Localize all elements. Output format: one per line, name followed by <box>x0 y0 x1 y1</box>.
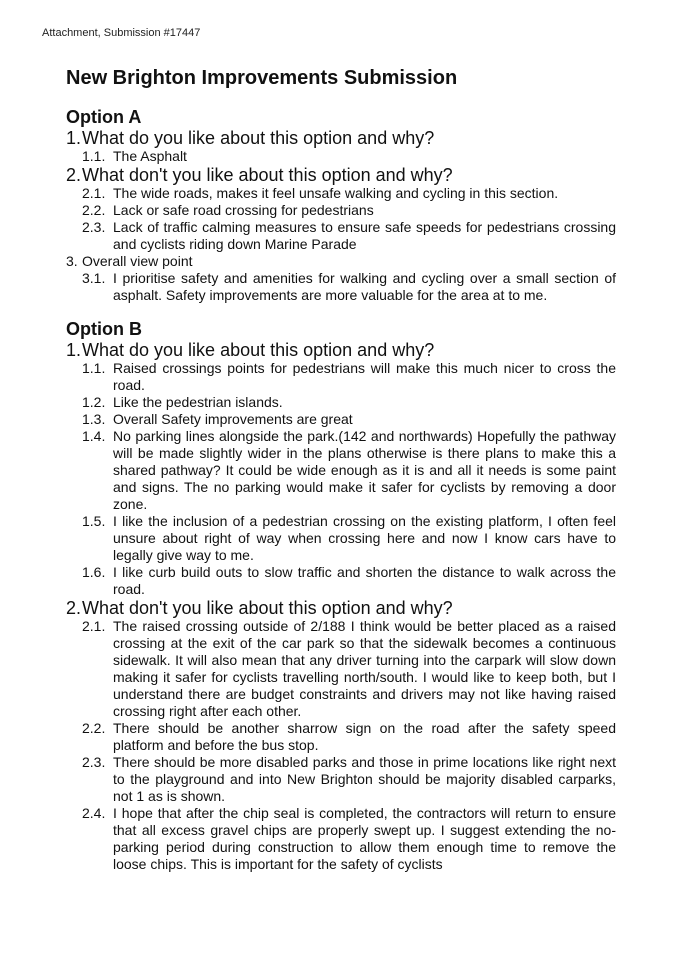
list-item: 2.4. I hope that after the chip seal is completed, the contractors will return to ensure that all excess gravel chips are properly swept up. I suggest extending the no-parking period during construction to allow them enough time to remove the loose chips. This is important for the safety of cyclists <box>82 805 616 872</box>
list-item: 1.3. Overall Safety improvements are great <box>82 411 353 427</box>
list-item: 1.1. The Asphalt <box>82 148 187 164</box>
option-b-section <box>66 318 616 873</box>
list-item: 2.2. There should be another sharrow sign on the road after the safety speed platform and before the bus stop. <box>82 720 616 753</box>
option-b-heading: Option B <box>66 319 142 339</box>
list-item: 2.3. There should be more disabled parks and those in prime locations like right next to the playground and into New Brighton should be majority disabled carparks, not 1 as is shown. <box>82 754 616 804</box>
document-title: New Brighton Improvements Submission <box>66 67 458 89</box>
option-a-question-2: 2.What don't you like about this option and why? <box>66 165 453 185</box>
list-item: 1.5. I like the inclusion of a pedestrian crossing on the existing platform, I often feel unsure about right of way when crossing here and now I know cars have to legally give way to me. <box>82 513 616 563</box>
list-item: 2.3. Lack of traffic calming measures to ensure safe speeds for pedestrians crossing and cyclists riding down Marine Parade <box>82 219 616 252</box>
list-item: 2.1. The raised crossing outside of 2/188 I think would be better placed as a raised crossing at the exit of the car park so that the sidewalk becomes a continuous sidewalk. It will also mean that any driver turning into the carpark will slow down making it safer for cyclists travelling north/south. I would like to keep both, but I understand there are budget constraints and drivers may not like having raised crossing right after each other. <box>82 618 616 719</box>
list-item: 3.1. I prioritise safety and amenities for walking and cycling over a small section of asphalt. Safety improvements are more valuable for the area at to me. <box>82 270 616 303</box>
option-a-question-1: 1.What do you like about this option and why? <box>66 128 435 148</box>
list-item: 1.6. I like curb build outs to slow traffic and shorten the distance to walk across the road. <box>82 564 616 597</box>
option-a-question-3: 3. Overall view point <box>66 253 193 269</box>
option-a-section <box>66 106 616 304</box>
list-item: 1.1. Raised crossings points for pedestrians will make this much nicer to cross the road. <box>82 360 616 393</box>
list-item: 1.2. Like the pedestrian islands. <box>82 394 283 410</box>
list-item: 1.4. No parking lines alongside the park.(142 and northwards) Hopefully the pathway will be made slightly wider in the plans otherwise is there plans to make this a shared pathway? It could be wide enough as it is and all it needs is some paint and signs. The no parking would make it safer for cyclists by removing a door zone. <box>82 428 616 512</box>
submission-document <box>66 64 616 873</box>
option-b-question-1: 1.What do you like about this option and why? <box>66 340 435 360</box>
attachment-label: Attachment, Submission #17447 <box>42 27 201 39</box>
list-item: 2.2. Lack or safe road crossing for pedestrians <box>82 202 374 218</box>
option-b-question-2: 2.What don't you like about this option and why? <box>66 598 453 618</box>
list-item: 2.1. The wide roads, makes it feel unsafe walking and cycling in this section. <box>82 185 559 201</box>
option-a-heading: Option A <box>66 107 142 127</box>
